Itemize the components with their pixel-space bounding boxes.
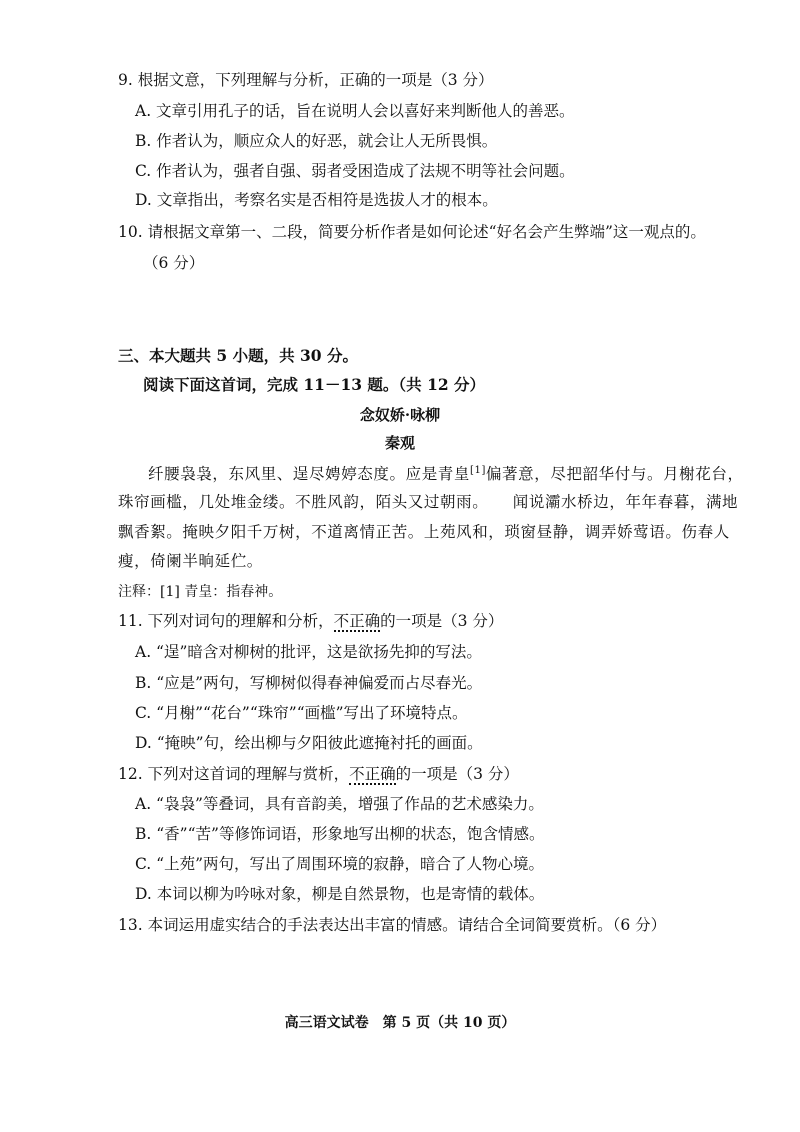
- q12-emphasis: 不正确: [349, 765, 396, 783]
- q11-stem-part-a: 11. 下列对词句的理解和分析，: [118, 612, 334, 630]
- q9-option-a: A. 文章引用孔子的话，旨在说明人会以喜好来判断他人的善恶。: [135, 102, 575, 120]
- poem-line-1: [148, 461, 744, 484]
- q12-option-a: A. “袅袅”等叠词，具有音韵美，增强了作品的艺术感染力。: [135, 795, 544, 813]
- q13-stem: 13. 本词运用虚实结合的手法表达出丰富的情感。请结合全词简要赏析。（6 分）: [118, 916, 667, 934]
- q11-option-d: D. “掩映”句，绘出柳与夕阳彼此遮掩衬托的画面。: [135, 734, 483, 752]
- page-footer: 高三语文试卷 第 5 页（共 10 页）: [284, 1015, 516, 1031]
- q12-stem-part-a: 12. 下列对这首词的理解与赏析，: [118, 765, 350, 783]
- section3-instruction: 阅读下面这首词，完成 11－13 题。（共 12 分）: [143, 375, 486, 394]
- q12-stem: [118, 764, 519, 784]
- q11-emphasis: 不正确: [333, 612, 381, 630]
- q12-option-c: C. “上苑”两句，写出了周围环境的寂静，暗合了人物心境。: [135, 855, 545, 873]
- q9-option-b: B. 作者认为，顺应众人的好恶，就会让人无所畏惧。: [135, 132, 498, 150]
- q12-stem-part-b: 的一项是（3 分）: [395, 765, 519, 783]
- q11-option-c: C. “月榭”“花台”“珠帘”“画槛”写出了环境特点。: [135, 704, 468, 722]
- poem-line-4: 瘦，倚阑半晌延伫。: [118, 552, 263, 570]
- poem-footnote-marker: [1]: [470, 465, 486, 476]
- poem-line-3: 飘香絮。掩映夕阳千万树，不道离情正苦。上苑风和，琐窗昼静，调弄娇莺语。伤春人: [118, 523, 730, 541]
- q11-stem-part-b: 的一项是（3 分）: [380, 612, 504, 630]
- poem-title: 念奴娇·咏柳: [359, 406, 441, 424]
- poem-line-1-part-a: 纤腰袅袅，东风里、逞尽娉婷态度。应是青皇: [148, 465, 471, 484]
- q9-option-c: C. 作者认为，强者自强、弱者受困造成了法规不明等社会问题。: [135, 162, 575, 180]
- q12-option-d: D. 本词以柳为吟咏对象，柳是自然景物，也是寄情的载体。: [135, 885, 545, 903]
- q11-stem: [118, 611, 503, 631]
- q10-score: （6 分）: [143, 254, 205, 272]
- q10-stem: 10. 请根据文章第一、二段，简要分析作者是如何论述“好名会产生弊端”这一观点的。: [118, 223, 706, 241]
- q9-stem: 9. 根据文意，下列理解与分析，正确的一项是（3 分）: [118, 71, 494, 89]
- q11-option-b: B. “应是”两句，写柳树似得春神偏爱而占尽春光。: [135, 674, 483, 692]
- poem-line-1-part-b: 偏著意，尽把韶华付与。月榭花台，: [485, 465, 744, 484]
- poem-line-2: 珠帘画槛，几处堆金缕。不胜风韵，陌头又过朝雨。 闻说灞水桥边，年年春暮，满地: [118, 493, 739, 511]
- q9-option-d: D. 文章指出，考察名实是否相符是选拔人才的根本。: [135, 191, 498, 209]
- poem-author: 秦观: [384, 434, 415, 452]
- q12-option-b: B. “香”“苦”等修饰词语，形象地写出柳的状态，饱含情感。: [135, 825, 545, 843]
- q11-option-a: A. “逞”暗含对柳树的批评，这是欲扬先抑的写法。: [135, 643, 482, 661]
- section3-title: 三、本大题共 5 小题，共 30 分。: [118, 346, 358, 365]
- poem-footnote: 注释：[1] 青皇：指春神。: [118, 584, 283, 600]
